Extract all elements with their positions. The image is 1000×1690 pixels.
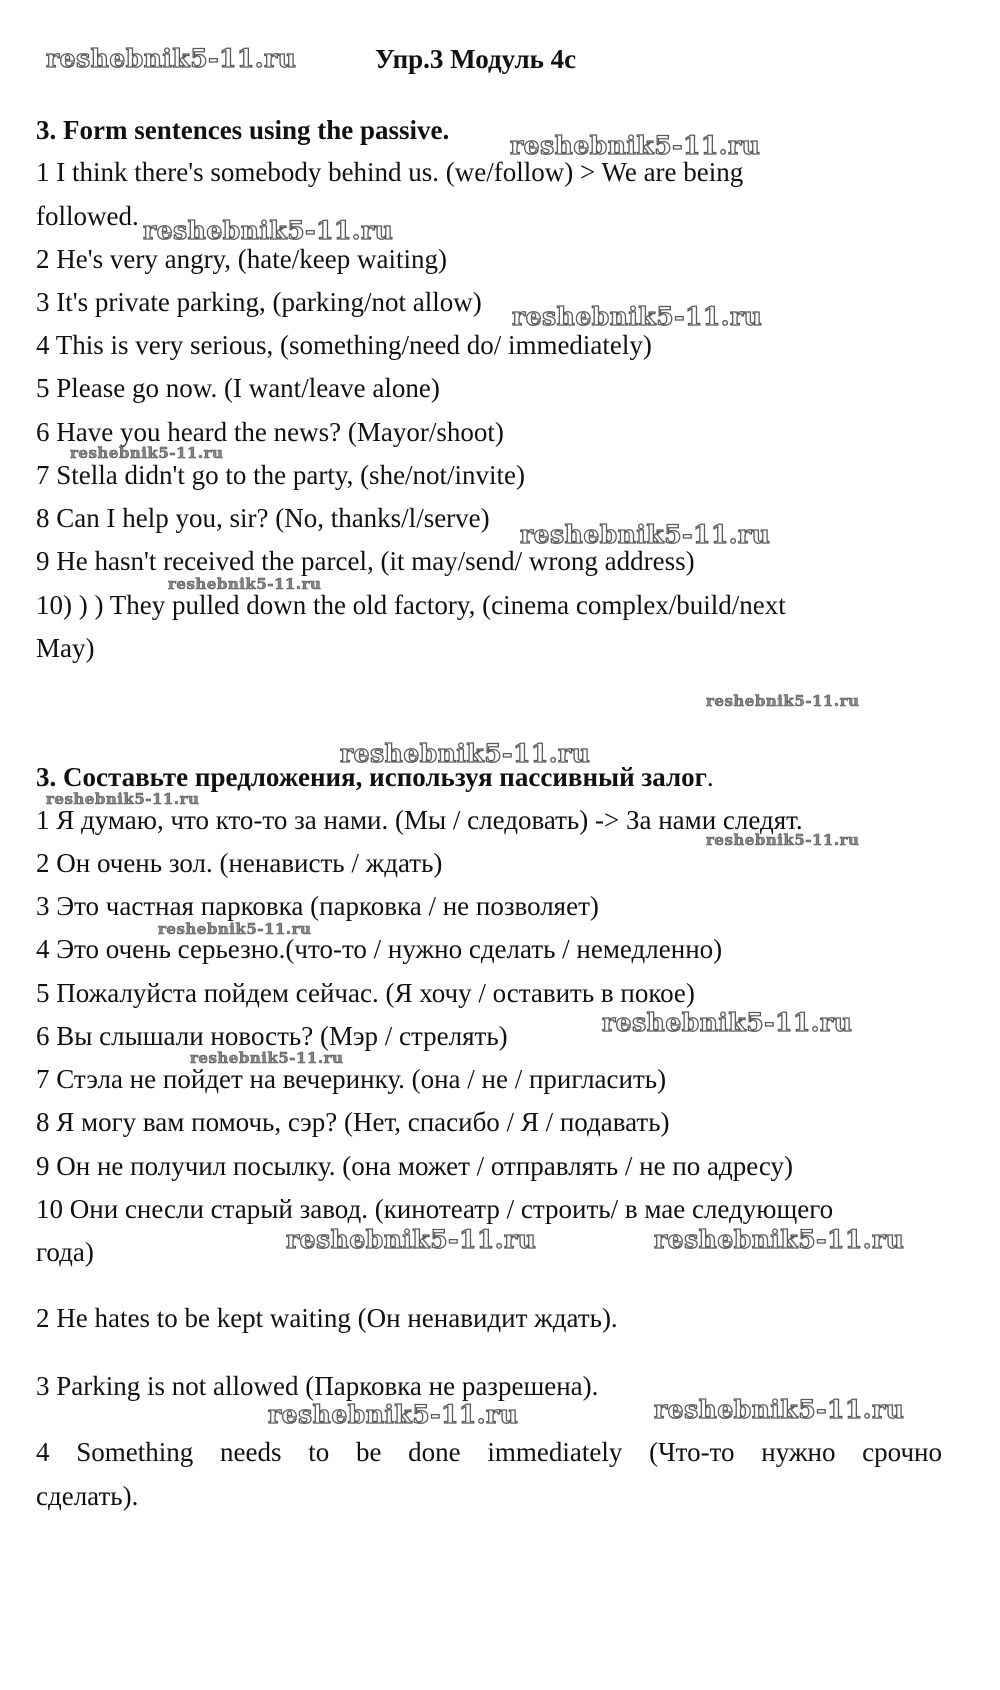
russian-line: 5 Пожалуйста пойдем сейчас. (Я хочу / оставить в покое) (36, 978, 695, 1008)
watermark: reshebnik5-11.ru (706, 831, 860, 849)
english-line: 9 He hasn't received the parcel, (it may/send/ wrong address) (36, 546, 695, 576)
answer-line: 4 Something needs to be done immediately (Что-то нужно срочно (36, 1437, 942, 1467)
russian-line: года) (36, 1237, 94, 1267)
russian-line: 8 Я могу вам помочь, сэр? (Нет, спасибо / Я / подавать) (36, 1107, 670, 1137)
watermark: reshebnik5-11.ru (268, 1400, 519, 1429)
watermark: reshebnik5-11.ru (602, 1008, 853, 1037)
english-line: 3 It's private parking, (parking/not allow) (36, 287, 482, 317)
russian-line: 9 Он не получил посылку. (она может / отправлять / не по адресу) (36, 1151, 794, 1181)
watermark: reshebnik5-11.ru (340, 739, 591, 768)
english-line: May) (36, 633, 95, 663)
watermark: reshebnik5-11.ru (286, 1225, 537, 1254)
watermark: reshebnik5-11.ru (158, 920, 312, 938)
english-line: 5 Please go now. (I want/leave alone) (36, 373, 440, 403)
watermark: reshebnik5-11.ru (46, 44, 297, 73)
russian-line: 1 Я думаю, что кто-то за нами. (Мы / следовать) -> За нами следят. (36, 805, 803, 835)
watermark: reshebnik5-11.ru (143, 216, 394, 245)
russian-heading-text: 3. Составьте предложения, используя пассивный залог (36, 762, 707, 792)
english-line: 4 This is very serious, (something/need do/ immediately) (36, 330, 652, 360)
russian-heading-end: . (706, 762, 714, 792)
russian-line: 4 Это очень серьезно.(что-то / нужно сделать / немедленно) (36, 934, 723, 964)
english-line: 6 Have you heard the news? (Mayor/shoot) (36, 417, 504, 447)
watermark: reshebnik5-11.ru (70, 444, 224, 462)
english-line: 7 Stella didn't go to the party, (she/not/invite) (36, 460, 526, 490)
answer-line: сделать). (36, 1481, 139, 1511)
english-line: 10) ) ) They pulled down the old factory, (cinema complex/build/next (36, 590, 786, 620)
russian-line: 6 Вы слышали новость? (Мэр / стрелять) (36, 1021, 508, 1051)
english-line: 2 He's very angry, (hate/keep waiting) (36, 244, 447, 274)
watermark: reshebnik5-11.ru (654, 1225, 905, 1254)
english-line: followed. (36, 201, 139, 231)
english-line: 1 I think there's somebody behind us. (we/follow) > We are being (36, 157, 744, 187)
russian-line: 2 Он очень зол. (ненависть / ждать) (36, 848, 443, 878)
answer-line: 2 He hates to be kept waiting (Он ненавидит ждать). (36, 1303, 618, 1333)
watermark: reshebnik5-11.ru (520, 520, 771, 549)
page-title: Упр.3 Модуль 4с (375, 44, 577, 74)
answer-line: 3 Parking is not allowed (Парковка не разрешена). (36, 1371, 599, 1401)
watermark: reshebnik5-11.ru (654, 1395, 905, 1424)
watermark: reshebnik5-11.ru (512, 302, 763, 331)
russian-line: 3 Это частная парковка (парковка / не позволяет) (36, 891, 599, 921)
russian-line: 7 Стэла не пойдет на вечеринку. (она / не / пригласить) (36, 1064, 667, 1094)
english-heading: 3. Form sentences using the passive. (36, 115, 450, 145)
watermark: reshebnik5-11.ru (168, 575, 322, 593)
watermark: reshebnik5-11.ru (510, 131, 761, 160)
english-line: 8 Can I help you, sir? (No, thanks/l/serve) (36, 503, 490, 533)
watermark: reshebnik5-11.ru (46, 790, 200, 808)
watermark: reshebnik5-11.ru (190, 1049, 344, 1067)
russian-line: 10 Они снесли старый завод. (кинотеатр / строить/ в мае следующего (36, 1194, 834, 1224)
watermark: reshebnik5-11.ru (706, 692, 860, 710)
